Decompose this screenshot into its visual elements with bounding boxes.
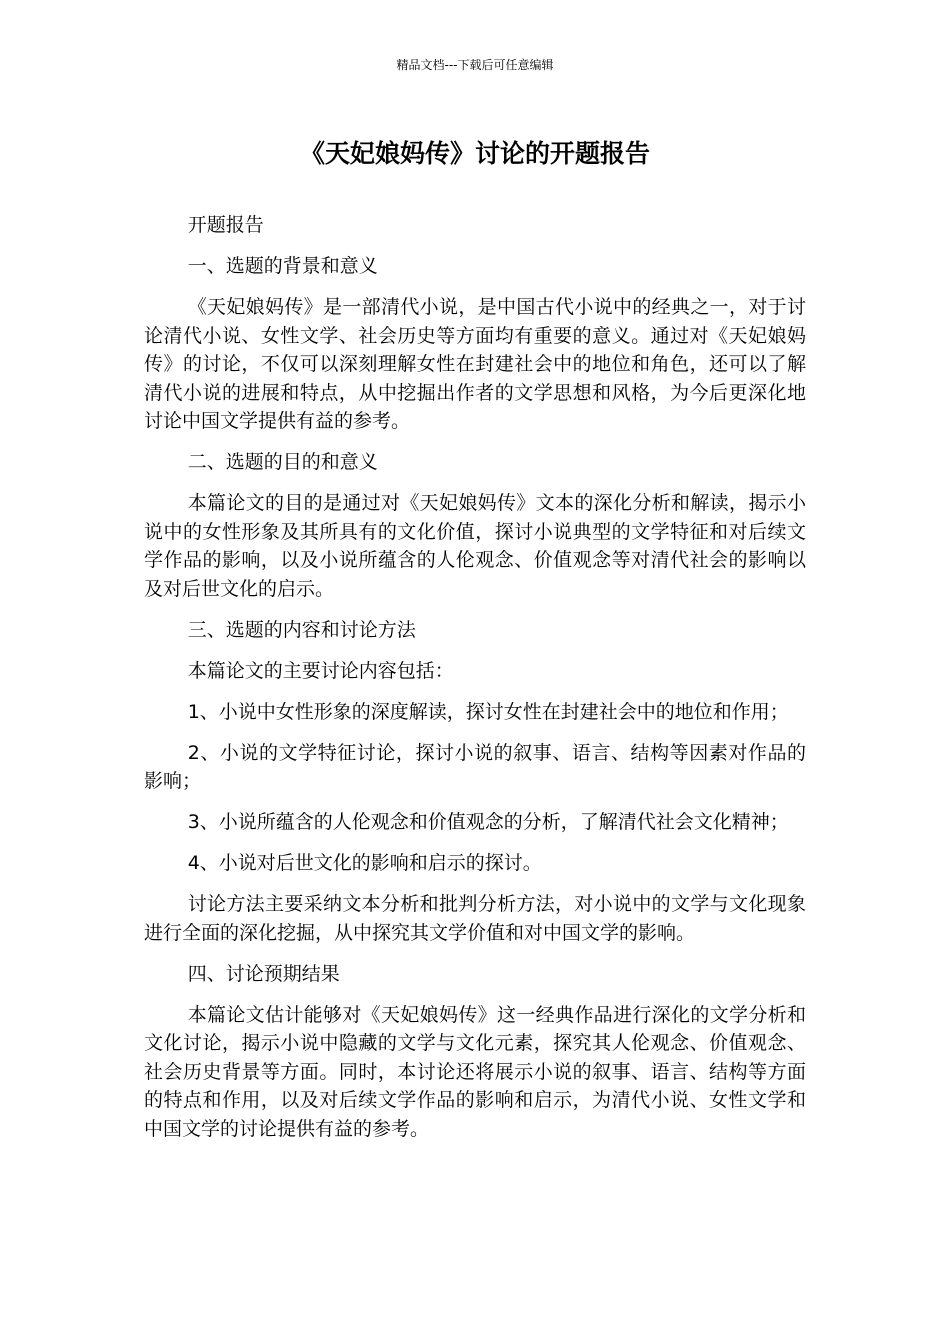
section-heading-content-method: 三、选题的内容和讨论方法 [187,618,416,641]
paragraph-purpose: 本篇论文的目的是通过对《天妃娘妈传》文本的深化分析和解读，揭示小说中的女性形象及其所具有的文化价值，探讨小说典型的文学特征和对后续文学作品的影响，以及小说所蕴含的人伦观念、价值观念等对清代社会的影响以及对后世文化的启示。 [144,492,806,600]
report-label: 开题报告 [187,214,264,236]
paragraph-background: 《天妃娘妈传》是一部清代小说，是中国古代小说中的经典之一，对于讨论清代小说、女性文学、社会历史等方面均有重要的意义。通过对《天妃娘妈传》的讨论，不仅可以深刻理解女性在封建社会中的地位和角色，还可以了解清代小说的进展和特点，从中挖掘出作者的文学思想和风格，为今后更深化地讨论中国文学提供有益的参考。 [144,296,806,432]
header-note: 精品文档---下载后可任意编辑 [396,58,554,72]
paragraph-content-intro: 本篇论文的主要讨论内容包括： [187,659,454,682]
section-heading-expected-results: 四、讨论预期结果 [187,962,340,985]
list-item-4: 4、小说对后世文化的影响和启示的探讨。 [187,852,542,874]
section-heading-background: 一、选题的背景和意义 [187,255,378,277]
paragraph-expected-results: 本篇论文估计能够对《天妃娘妈传》这一经典作品进行深化的文学分析和文化讨论，揭示小说中隐藏的文学与文化元素，探究其人伦观念、价值观念、社会历史背景等方面。同时，本讨论还将展示小说的叙事、语言、结构等方面的特点和作用，以及对后续文学作品的影响和启示，为清代小说、女性文学和中国文学的讨论提供有益的参考。 [144,1003,806,1140]
list-item-3: 3、小说所蕴含的人伦观念和价值观念的分析，了解清代社会文化精神； [187,811,789,833]
document-title: 《天妃娘妈传》讨论的开题报告 [299,139,650,168]
document-body [144,211,806,1156]
list-item-2: 2、小说的文学特征讨论，探讨小说的叙事、语言、结构等因素对作品的影响； [144,741,806,792]
list-item-1: 1、小说中女性形象的深度解读，探讨女性在封建社会中的地位和作用； [187,700,789,723]
section-heading-purpose: 二、选题的目的和意义 [187,451,378,473]
paragraph-method: 讨论方法主要采纳文本分析和批判分析方法，对小说中的文学与文化现象进行全面的深化挖掘，从中探究其文学价值和对中国文学的影响。 [144,893,806,944]
